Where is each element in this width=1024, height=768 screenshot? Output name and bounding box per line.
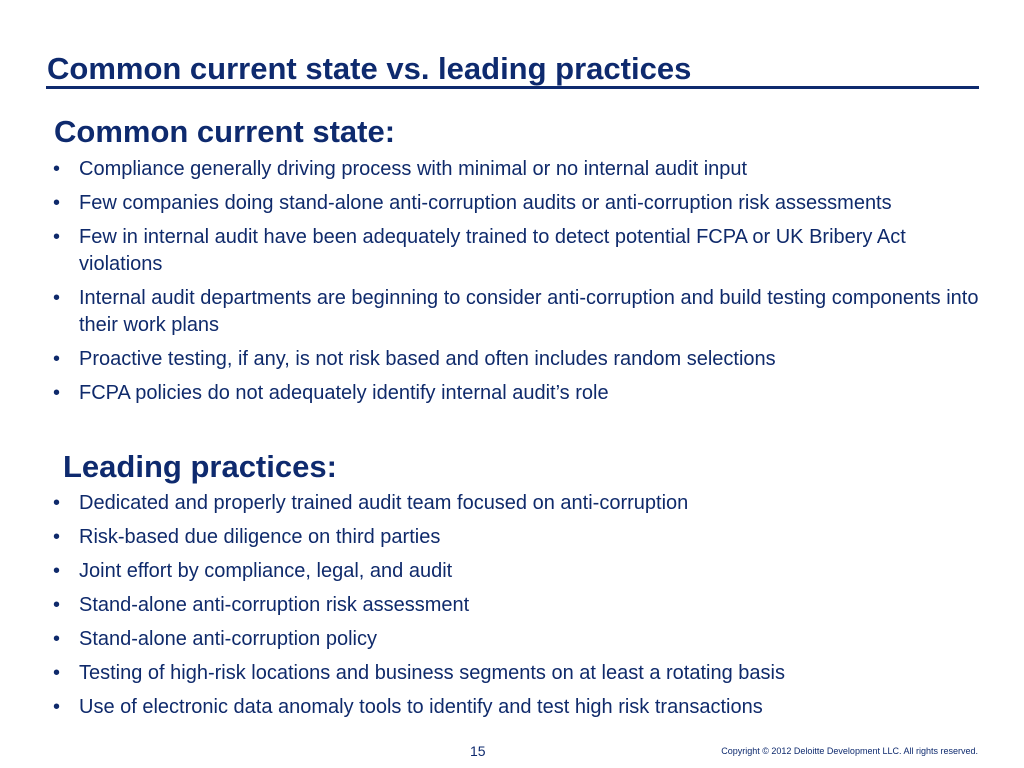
- current-state-heading: Common current state:: [54, 114, 396, 149]
- bullet-icon: •: [53, 526, 61, 548]
- list-item-text: Few in internal audit have been adequately trained to detect potential FCPA or UK Bribery Act violations: [79, 226, 906, 275]
- bullet-icon: •: [53, 594, 61, 616]
- leading-practices-heading: Leading practices:: [63, 449, 337, 484]
- list-item: [52, 490, 987, 517]
- bullet-icon: •: [53, 287, 61, 309]
- bullet-icon: •: [53, 192, 61, 214]
- current-state-list: [52, 156, 987, 414]
- bullet-icon: •: [53, 662, 61, 684]
- list-item: [52, 156, 987, 183]
- list-item-text: Use of electronic data anomaly tools to identify and test high risk transactions: [79, 696, 763, 718]
- list-item-text: Compliance generally driving process with minimal or no internal audit input: [79, 158, 748, 180]
- slide-title: Common current state vs. leading practices: [47, 51, 692, 86]
- list-item: [52, 558, 987, 585]
- bullet-icon: •: [53, 158, 61, 180]
- list-item-text: Proactive testing, if any, is not risk based and often includes random selections: [79, 348, 776, 370]
- list-item-text: Stand-alone anti-corruption policy: [79, 628, 377, 650]
- list-item: [52, 592, 987, 619]
- bullet-icon: •: [53, 226, 61, 248]
- list-item: [52, 380, 987, 407]
- list-item-text: FCPA policies do not adequately identify internal audit’s role: [79, 382, 609, 404]
- page-number: 15: [470, 743, 486, 759]
- list-item: [52, 190, 987, 217]
- list-item: [52, 346, 987, 373]
- list-item: [52, 694, 987, 721]
- title-underline: [46, 86, 979, 89]
- list-item: [52, 524, 987, 551]
- list-item: [52, 285, 987, 339]
- bullet-icon: •: [53, 382, 61, 404]
- bullet-icon: •: [53, 348, 61, 370]
- leading-practices-list: [52, 490, 987, 728]
- bullet-icon: •: [53, 560, 61, 582]
- list-item: [52, 224, 987, 278]
- list-item-text: Joint effort by compliance, legal, and audit: [79, 560, 453, 582]
- bullet-icon: •: [53, 492, 61, 514]
- copyright-notice: Copyright © 2012 Deloitte Development LLC. All rights reserved.: [721, 746, 978, 756]
- list-item-text: Few companies doing stand-alone anti-corruption audits or anti-corruption risk assessments: [79, 192, 892, 214]
- list-item: [52, 626, 987, 653]
- list-item-text: Testing of high-risk locations and business segments on at least a rotating basis: [79, 662, 785, 684]
- list-item-text: Dedicated and properly trained audit team focused on anti-corruption: [79, 492, 689, 514]
- list-item-text: Stand-alone anti-corruption risk assessment: [79, 594, 470, 616]
- bullet-icon: •: [53, 628, 61, 650]
- list-item-text: Risk-based due diligence on third parties: [79, 526, 441, 548]
- list-item: [52, 660, 987, 687]
- list-item-text: Internal audit departments are beginning to consider anti-corruption and build testing components into their work plans: [79, 287, 979, 336]
- bullet-icon: •: [53, 696, 61, 718]
